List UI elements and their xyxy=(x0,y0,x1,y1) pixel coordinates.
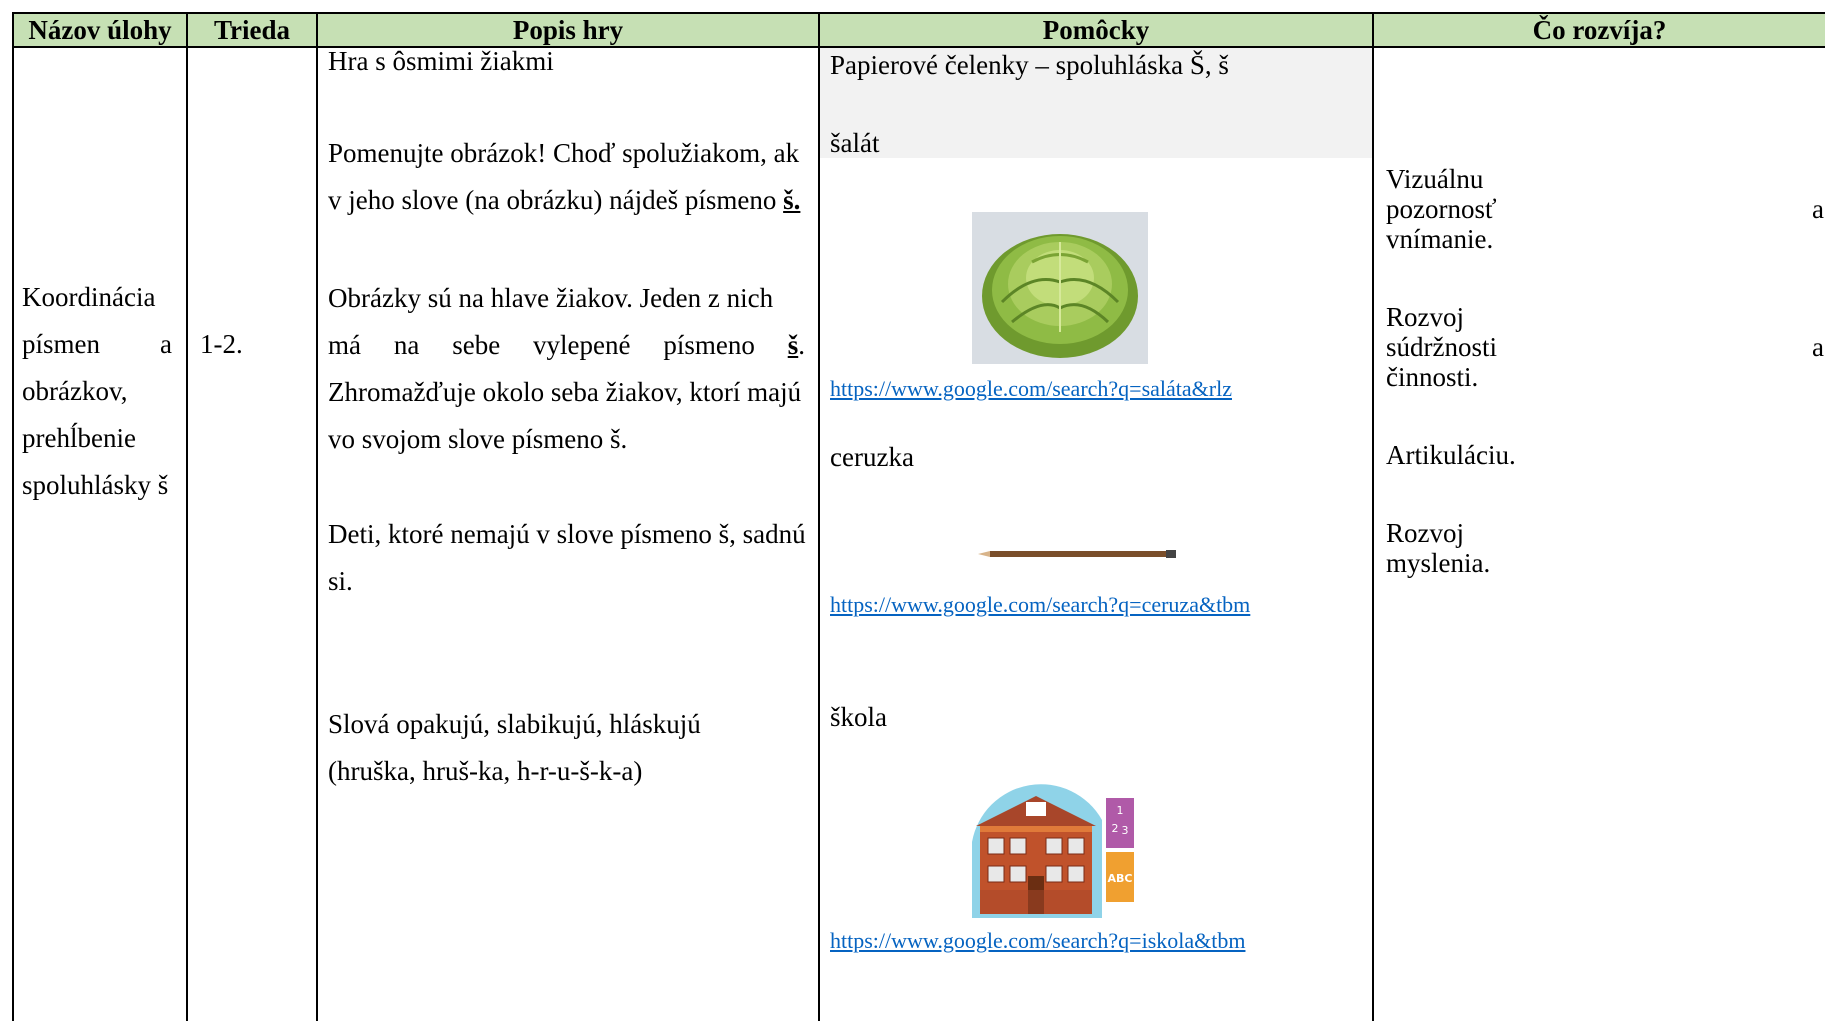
task-cell xyxy=(14,48,186,1021)
school-picture xyxy=(972,772,1134,918)
description-line: si. xyxy=(328,566,353,596)
description-intro: Hra s ôsmimi žiakmi xyxy=(328,46,554,76)
link-school[interactable]: https://www.google.com/search?q=iskola&tbm xyxy=(830,928,1246,953)
book-number: 1 xyxy=(1116,804,1124,817)
description-line: Pomenujte obrázok! Choď spolužiakom, ak xyxy=(328,138,800,168)
book-number: 2 xyxy=(1111,822,1119,835)
description-line: (hruška, hruš-ka, h-r-u-š-k-a) xyxy=(328,756,643,786)
task-line: spoluhlásky š xyxy=(22,470,169,500)
develops-line: a xyxy=(1812,194,1824,224)
header-description: Popis hry xyxy=(318,13,818,47)
description-text: v jeho slove (na obrázku) nájdeš písmeno xyxy=(328,185,777,215)
word xyxy=(788,330,805,361)
lettuce-picture xyxy=(972,212,1148,364)
aids-word-school: škola xyxy=(830,702,887,732)
header-aids: Pomôcky xyxy=(820,13,1372,47)
word: písmeno xyxy=(663,330,755,360)
task-line: a xyxy=(160,329,172,359)
task-line: prehĺbenie xyxy=(22,423,136,453)
description-line: Obrázky sú na hlave žiakov. Jeden z nich xyxy=(328,283,774,313)
header-grade: Trieda xyxy=(188,13,316,47)
aids-word-pencil: ceruzka xyxy=(830,442,914,472)
period: . xyxy=(798,330,805,360)
develops-cell xyxy=(1374,48,1825,1021)
header-task: Názov úlohy xyxy=(14,13,186,47)
aids-intro: Papierové čelenky – spoluhláska Š, š xyxy=(830,50,1229,80)
word: vylepené xyxy=(533,330,631,360)
task-line: obrázkov, xyxy=(22,376,128,406)
develops-line: Rozvoj xyxy=(1386,302,1464,332)
description-line: Zhromažďuje okolo seba žiakov, ktorí majú xyxy=(328,377,802,407)
description-line: vo svojom slove písmeno š. xyxy=(328,424,628,454)
task-line: písmen xyxy=(22,329,100,359)
description-line xyxy=(328,185,800,216)
book-number: 3 xyxy=(1121,824,1129,837)
pencil-picture xyxy=(978,548,1178,560)
aids-word-salad: šalát xyxy=(830,128,880,158)
aids-cell xyxy=(820,48,1372,1021)
target-letter: š xyxy=(787,330,799,360)
develops-line: Artikuláciu. xyxy=(1386,440,1516,470)
develops-line: pozornosť xyxy=(1386,194,1497,224)
task-line: Koordinácia xyxy=(22,282,156,312)
description-line: Deti, ktoré nemajú v slove písmeno š, sadnú xyxy=(328,519,806,549)
word: má xyxy=(328,330,361,360)
description-line: Slová opakujú, slabikujú, hláskujú xyxy=(328,709,701,739)
develops-line: myslenia. xyxy=(1386,548,1491,578)
word: na xyxy=(393,330,420,360)
develops-line: a xyxy=(1812,332,1824,362)
target-letter: š. xyxy=(783,185,801,215)
header-develops: Čo rozvíja? xyxy=(1374,13,1825,47)
develops-line: činnosti. xyxy=(1386,362,1479,392)
word: sebe xyxy=(452,330,501,360)
develops-line: súdržnosti xyxy=(1386,332,1497,362)
table-top-border xyxy=(12,12,1825,14)
link-pencil[interactable]: https://www.google.com/search?q=ceruza&tbm xyxy=(830,592,1251,617)
develops-line: vnímanie. xyxy=(1386,224,1494,254)
develops-line: Rozvoj xyxy=(1386,518,1464,548)
link-salad[interactable]: https://www.google.com/search?q=saláta&rlz xyxy=(830,376,1232,401)
book-letters: ABC xyxy=(1107,872,1133,885)
description-line-justified xyxy=(328,330,805,361)
grade-value: 1-2. xyxy=(200,329,243,359)
grade-cell xyxy=(188,48,316,1021)
description-cell xyxy=(318,48,818,1021)
develops-line: Vizuálnu xyxy=(1386,164,1484,194)
